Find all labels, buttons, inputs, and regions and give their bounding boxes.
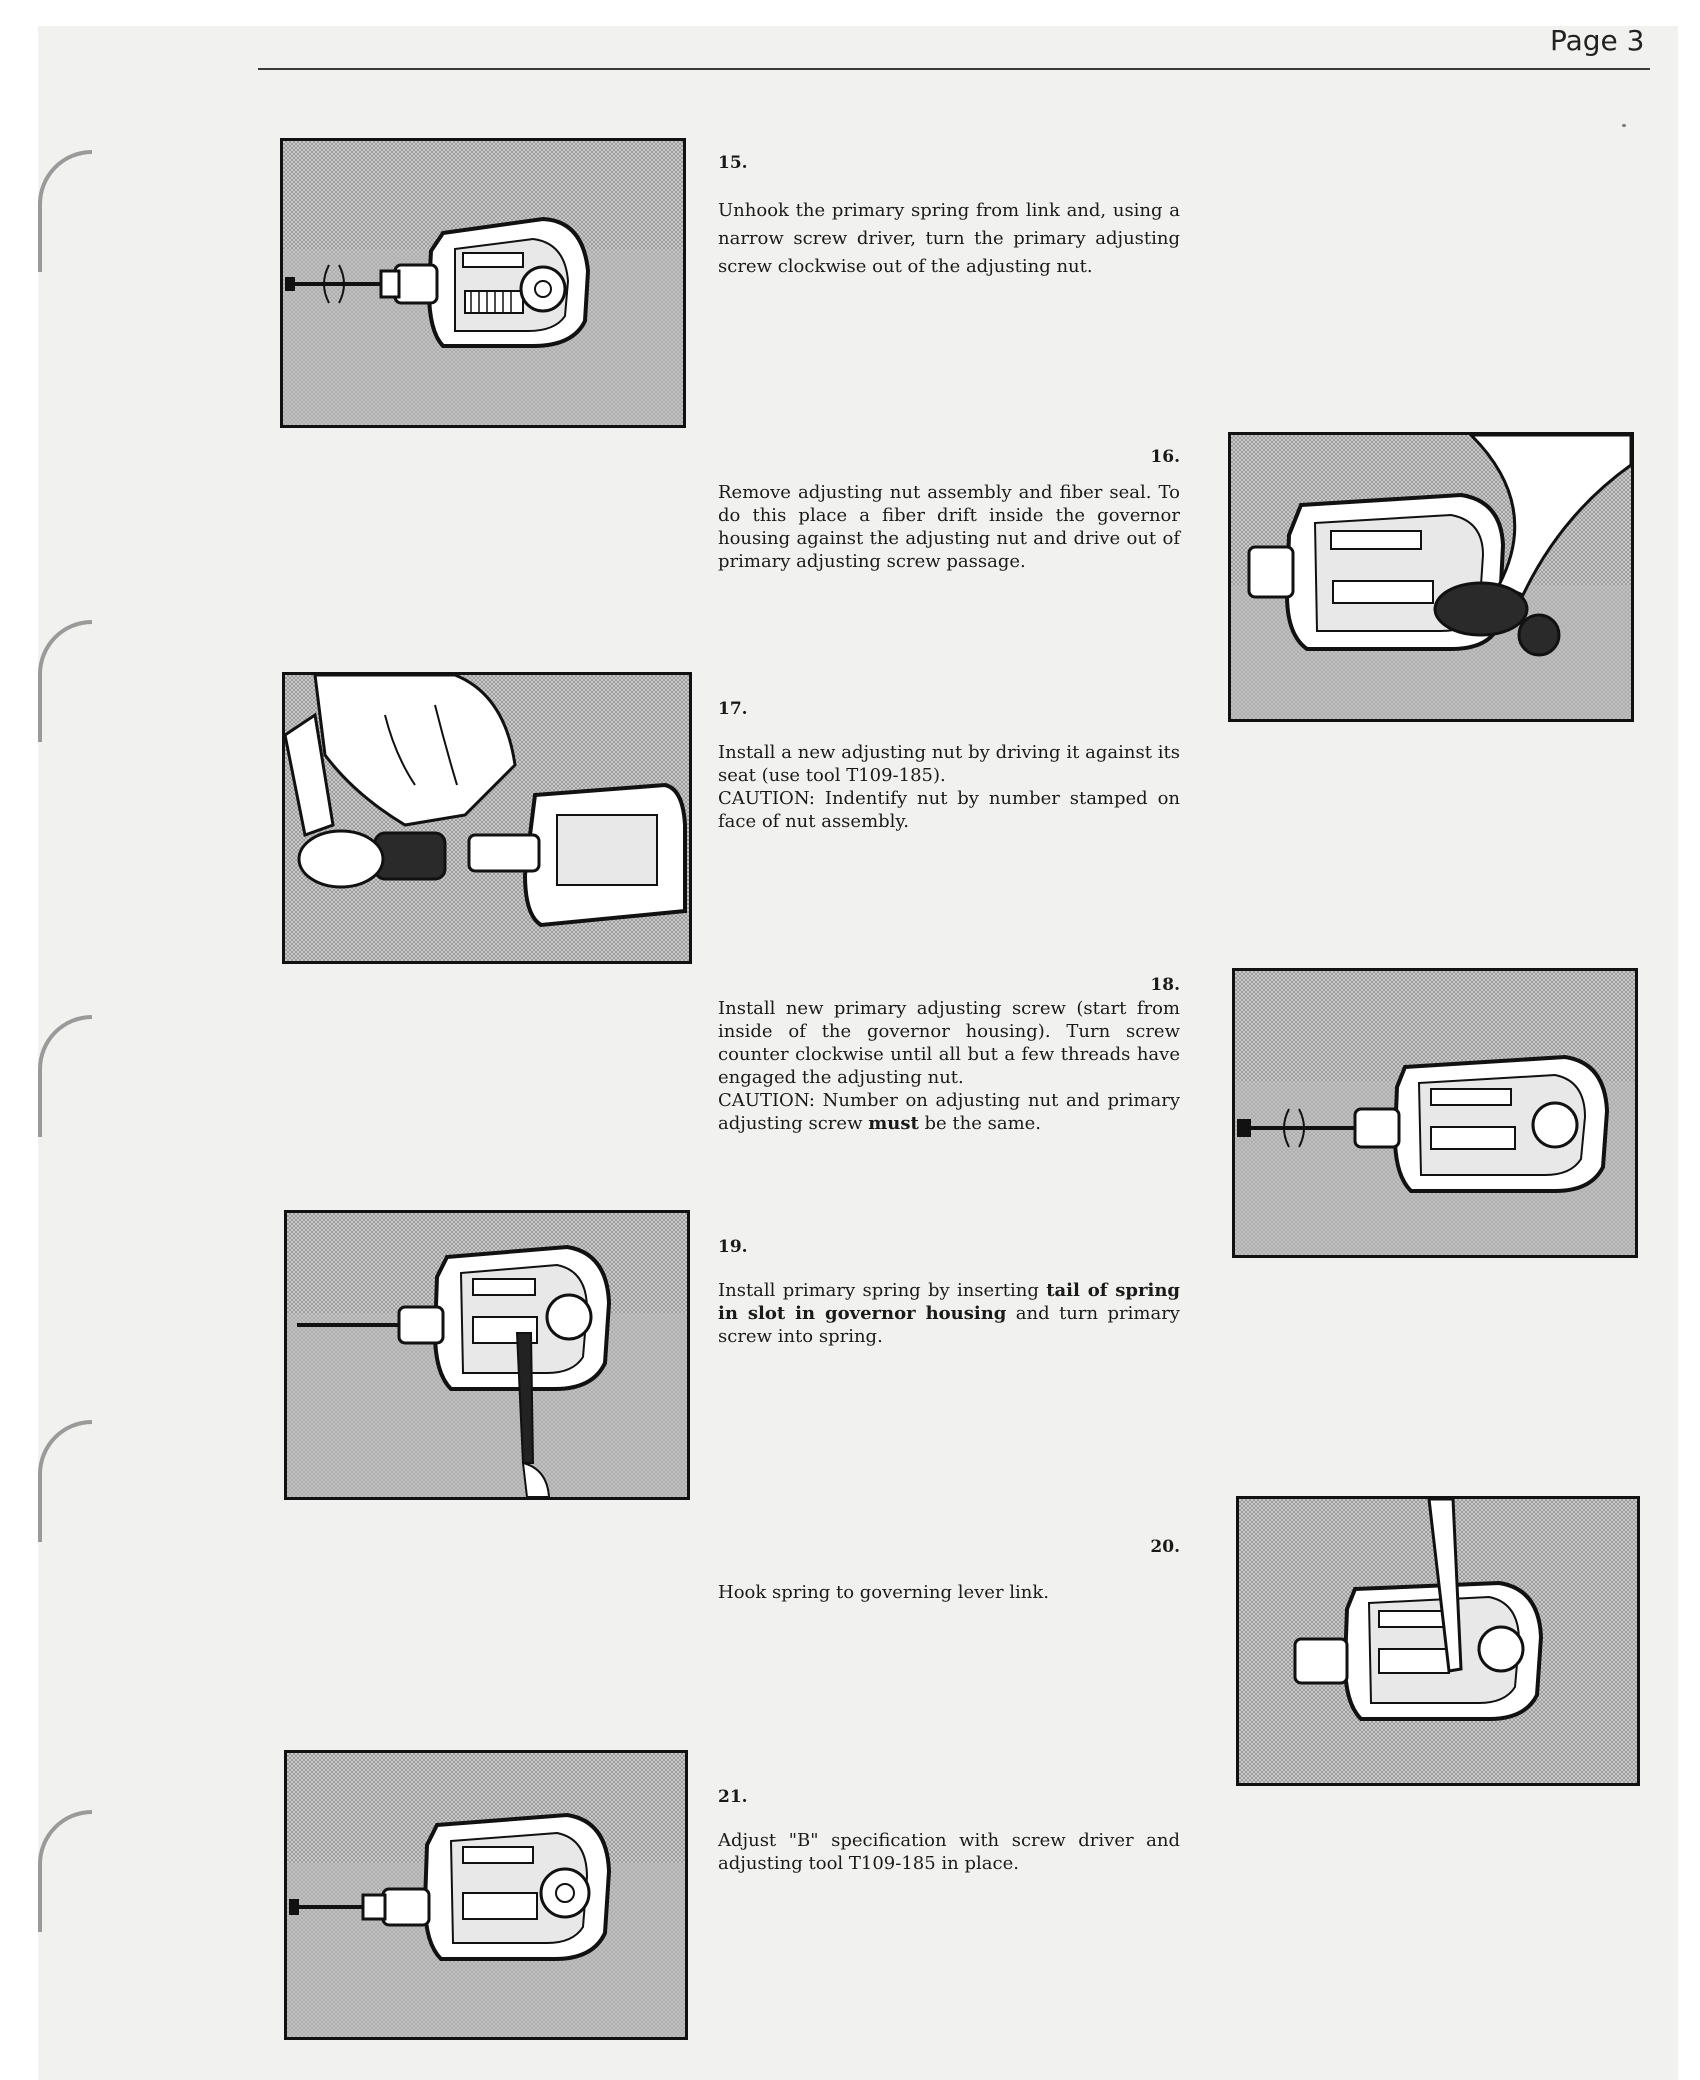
paper-speck: [1622, 124, 1626, 127]
figure-step-18: [1232, 968, 1638, 1258]
step-number: 17.: [718, 699, 748, 719]
instruction-text: and turn primary screw into spring.: [718, 1303, 1180, 1347]
step-number: 21.: [718, 1787, 748, 1807]
instruction-text: Install primary spring by inserting: [718, 1280, 1047, 1301]
step-15: [718, 152, 1180, 281]
caution-emphasis: must: [868, 1113, 919, 1134]
step-caution: CAUTION: Indentify nut by number stamped on face of nut assembly.: [718, 788, 1180, 832]
step-number: 15.: [718, 153, 748, 173]
figure-step-20: [1236, 1496, 1640, 1786]
governor-illustration: [1235, 971, 1635, 1255]
step-instruction: Remove adjusting nut assembly and fiber seal. To do this place a fiber drift inside the governor housing against the adjusting nut and drive out of primary adjusting screw passage.: [718, 482, 1180, 572]
page-number: Page 3: [1550, 24, 1645, 57]
governor-illustration: [287, 1213, 687, 1497]
step-instruction: Install a new adjusting nut by driving it against its seat (use tool T109-185).: [718, 742, 1180, 786]
figure-step-16: [1228, 432, 1634, 722]
governor-illustration: [283, 141, 683, 425]
caution-text: be the same.: [918, 1113, 1042, 1134]
step-instruction: Unhook the primary spring from link and, using a narrow screw driver, turn the primary adjusting screw clockwise out of the adjusting nut.: [718, 200, 1180, 277]
figure-step-21: [284, 1750, 688, 2040]
step-number: 19.: [718, 1237, 748, 1257]
header-rule: [258, 68, 1650, 70]
step-20: [718, 1536, 1180, 1604]
caution-text: CAUTION: Number on adjusting nut and primary adjusting screw: [718, 1090, 1180, 1134]
step-instruction: Adjust "B" specification with screw driver and adjusting tool T109-185 in place.: [718, 1830, 1180, 1874]
step-caution: [718, 1089, 1180, 1135]
figure-step-17: [282, 672, 692, 964]
step-number: 20.: [1150, 1537, 1180, 1557]
step-instruction: Install new primary adjusting screw (start from inside of the governor housing). Turn screw counter clockwise until all but a few threads have engaged the adjusting nut.: [718, 998, 1180, 1088]
governor-illustration: [287, 1753, 685, 2037]
step-18: [718, 974, 1180, 1135]
step-number: 16.: [1150, 447, 1180, 467]
step-number: 18.: [1150, 975, 1180, 995]
instruction-emphasis: tail of spring in slot in governor housing: [718, 1280, 1180, 1324]
step-instruction: [718, 1279, 1180, 1348]
governor-illustration: [1231, 435, 1631, 719]
figure-step-15: [280, 138, 686, 428]
step-21: [718, 1786, 1180, 1875]
step-19: [718, 1236, 1180, 1348]
step-instruction: Hook spring to governing lever link.: [718, 1582, 1050, 1603]
step-16: [718, 446, 1180, 573]
governor-illustration: [285, 675, 689, 961]
figure-step-19: [284, 1210, 690, 1500]
governor-illustration: [1239, 1499, 1637, 1783]
step-17: [718, 698, 1180, 833]
